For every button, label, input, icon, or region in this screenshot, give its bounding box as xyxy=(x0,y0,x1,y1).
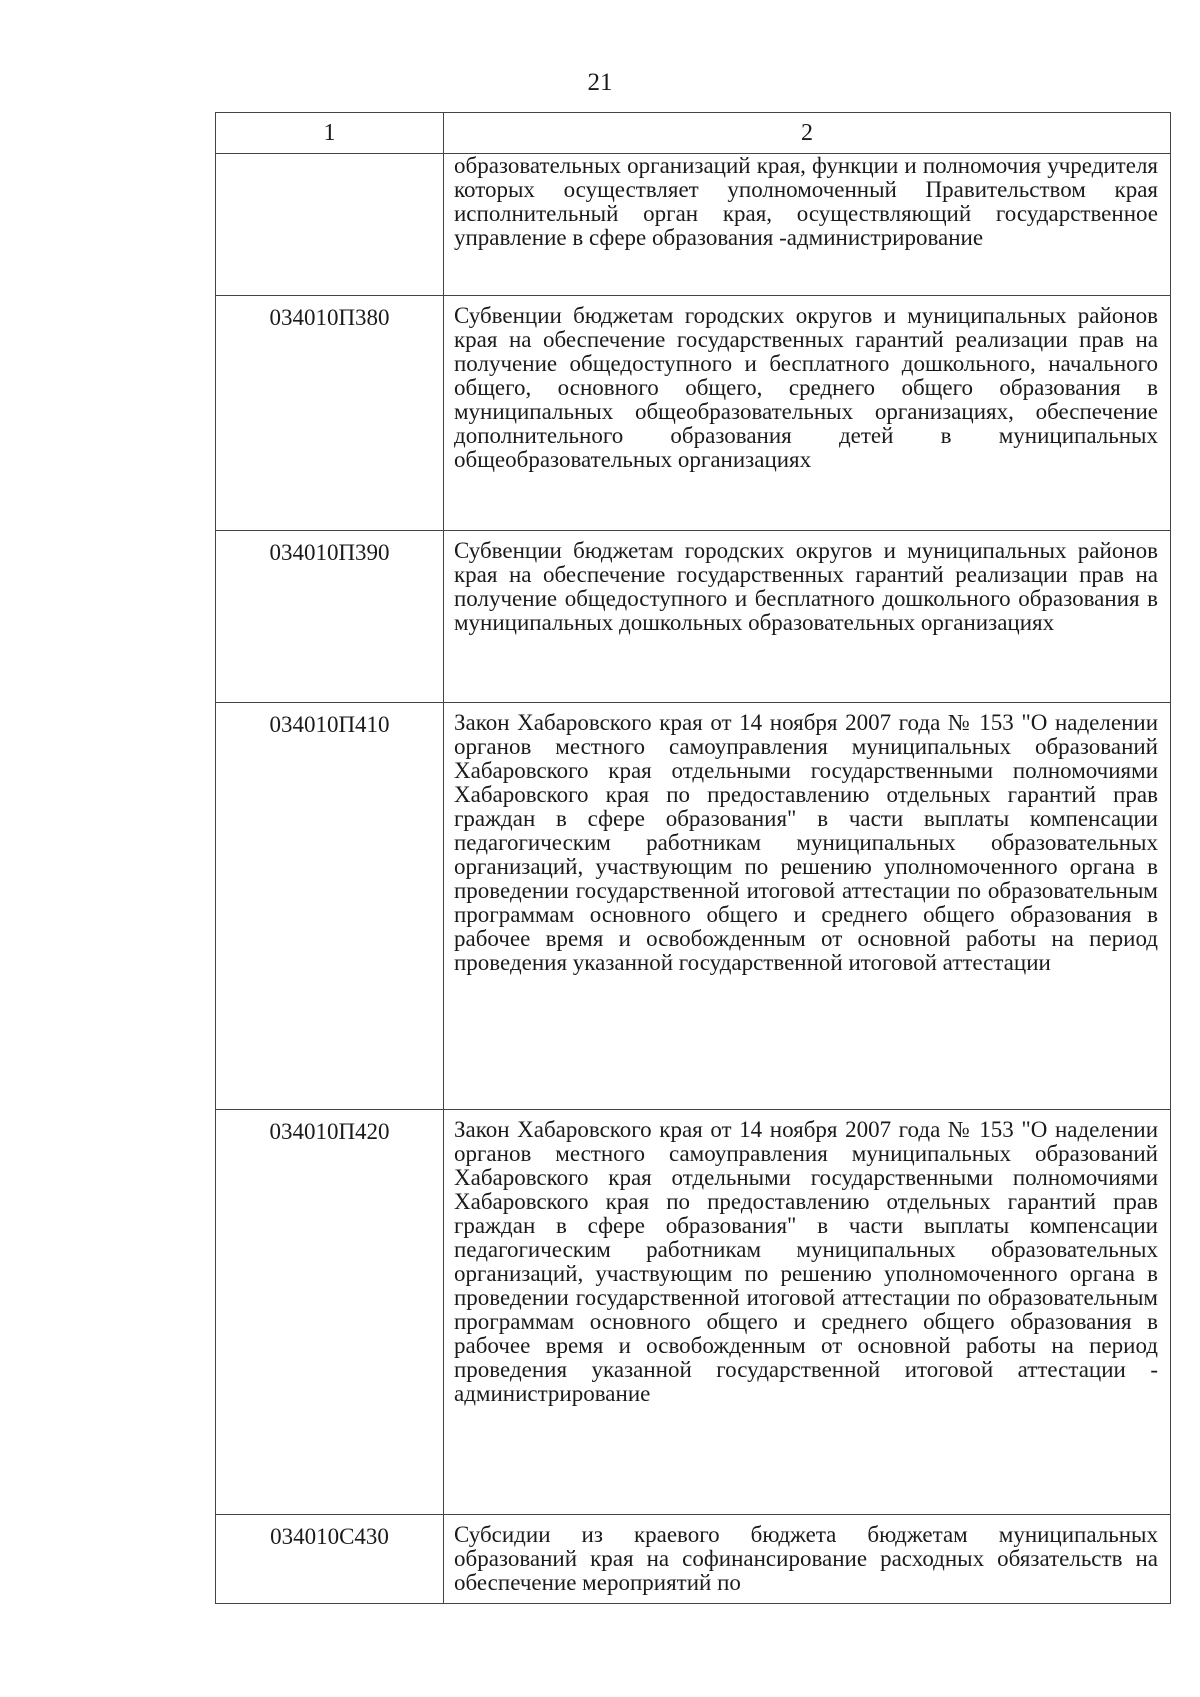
table-row xyxy=(216,1515,1171,1604)
table-row xyxy=(216,154,1171,296)
table-row xyxy=(216,531,1171,703)
table-row xyxy=(216,1110,1171,1515)
row-code: 034010П390 xyxy=(216,531,444,703)
page-number: 21 xyxy=(587,69,613,96)
table-header-row xyxy=(216,113,1171,154)
row-code xyxy=(216,154,444,296)
row-description: Закон Хабаровского края от 14 ноября 2007 года № 153 "О наделении органов местного самоуправления муниципальных образований Хабаровского края отдельными государственными полномочиями Хабаровского края по предоставлению отдельных гарантий прав граждан в сфере образования" в части выплаты компенсации педагогическим работникам муниципальных образовательных организаций, участвующим по решению уполномоченного органа в проведении государственной итоговой аттестации по образовательным программам основного общего и среднего общего образования в рабочее время и освобожденным от основной работы на период проведения указанной государственной итоговой аттестации - администрирование xyxy=(444,1110,1171,1515)
row-code: 034010П380 xyxy=(216,296,444,531)
table-row xyxy=(216,296,1171,531)
column-header-description: 2 xyxy=(444,113,1171,154)
budget-codes-table xyxy=(215,112,1171,1604)
row-code: 034010П420 xyxy=(216,1110,444,1515)
column-header-code: 1 xyxy=(216,113,444,154)
row-description: Субвенции бюджетам городских округов и муниципальных районов края на обеспечение государственных гарантий реализации прав на получение общедоступного и бесплатного дошкольного, начального общего, основного общего, среднего общего образования в муниципальных общеобразовательных организациях, обеспечение дополнительного образования детей в муниципальных общеобразовательных организациях xyxy=(444,296,1171,531)
row-code: 034010С430 xyxy=(216,1515,444,1604)
row-description: Субвенции бюджетам городских округов и муниципальных районов края на обеспечение государственных гарантий реализации прав на получение общедоступного и бесплатного дошкольного образования в муниципальных дошкольных образовательных организациях xyxy=(444,531,1171,703)
row-description: образовательных организаций края, функции и полномочия учредителя которых осуществляет уполномоченный Правительством края исполнительный орган края, осуществляющий государственное управление в сфере образования -администрирование xyxy=(444,154,1171,296)
row-description: Субсидии из краевого бюджета бюджетам муниципальных образований края на софинансирование расходных обязательств на обеспечение мероприятий по xyxy=(444,1515,1171,1604)
row-description: Закон Хабаровского края от 14 ноября 2007 года № 153 "О наделении органов местного самоуправления муниципальных образований Хабаровского края отдельными государственными полномочиями Хабаровского края по предоставлению отдельных гарантий прав граждан в сфере образования" в части выплаты компенсации педагогическим работникам муниципальных образовательных организаций, участвующим по решению уполномоченного органа в проведении государственной итоговой аттестации по образовательным программам основного общего и среднего общего образования в рабочее время и освобожденным от основной работы на период проведения указанной государственной итоговой аттестации xyxy=(444,703,1171,1110)
table-row xyxy=(216,703,1171,1110)
row-code: 034010П410 xyxy=(216,703,444,1110)
